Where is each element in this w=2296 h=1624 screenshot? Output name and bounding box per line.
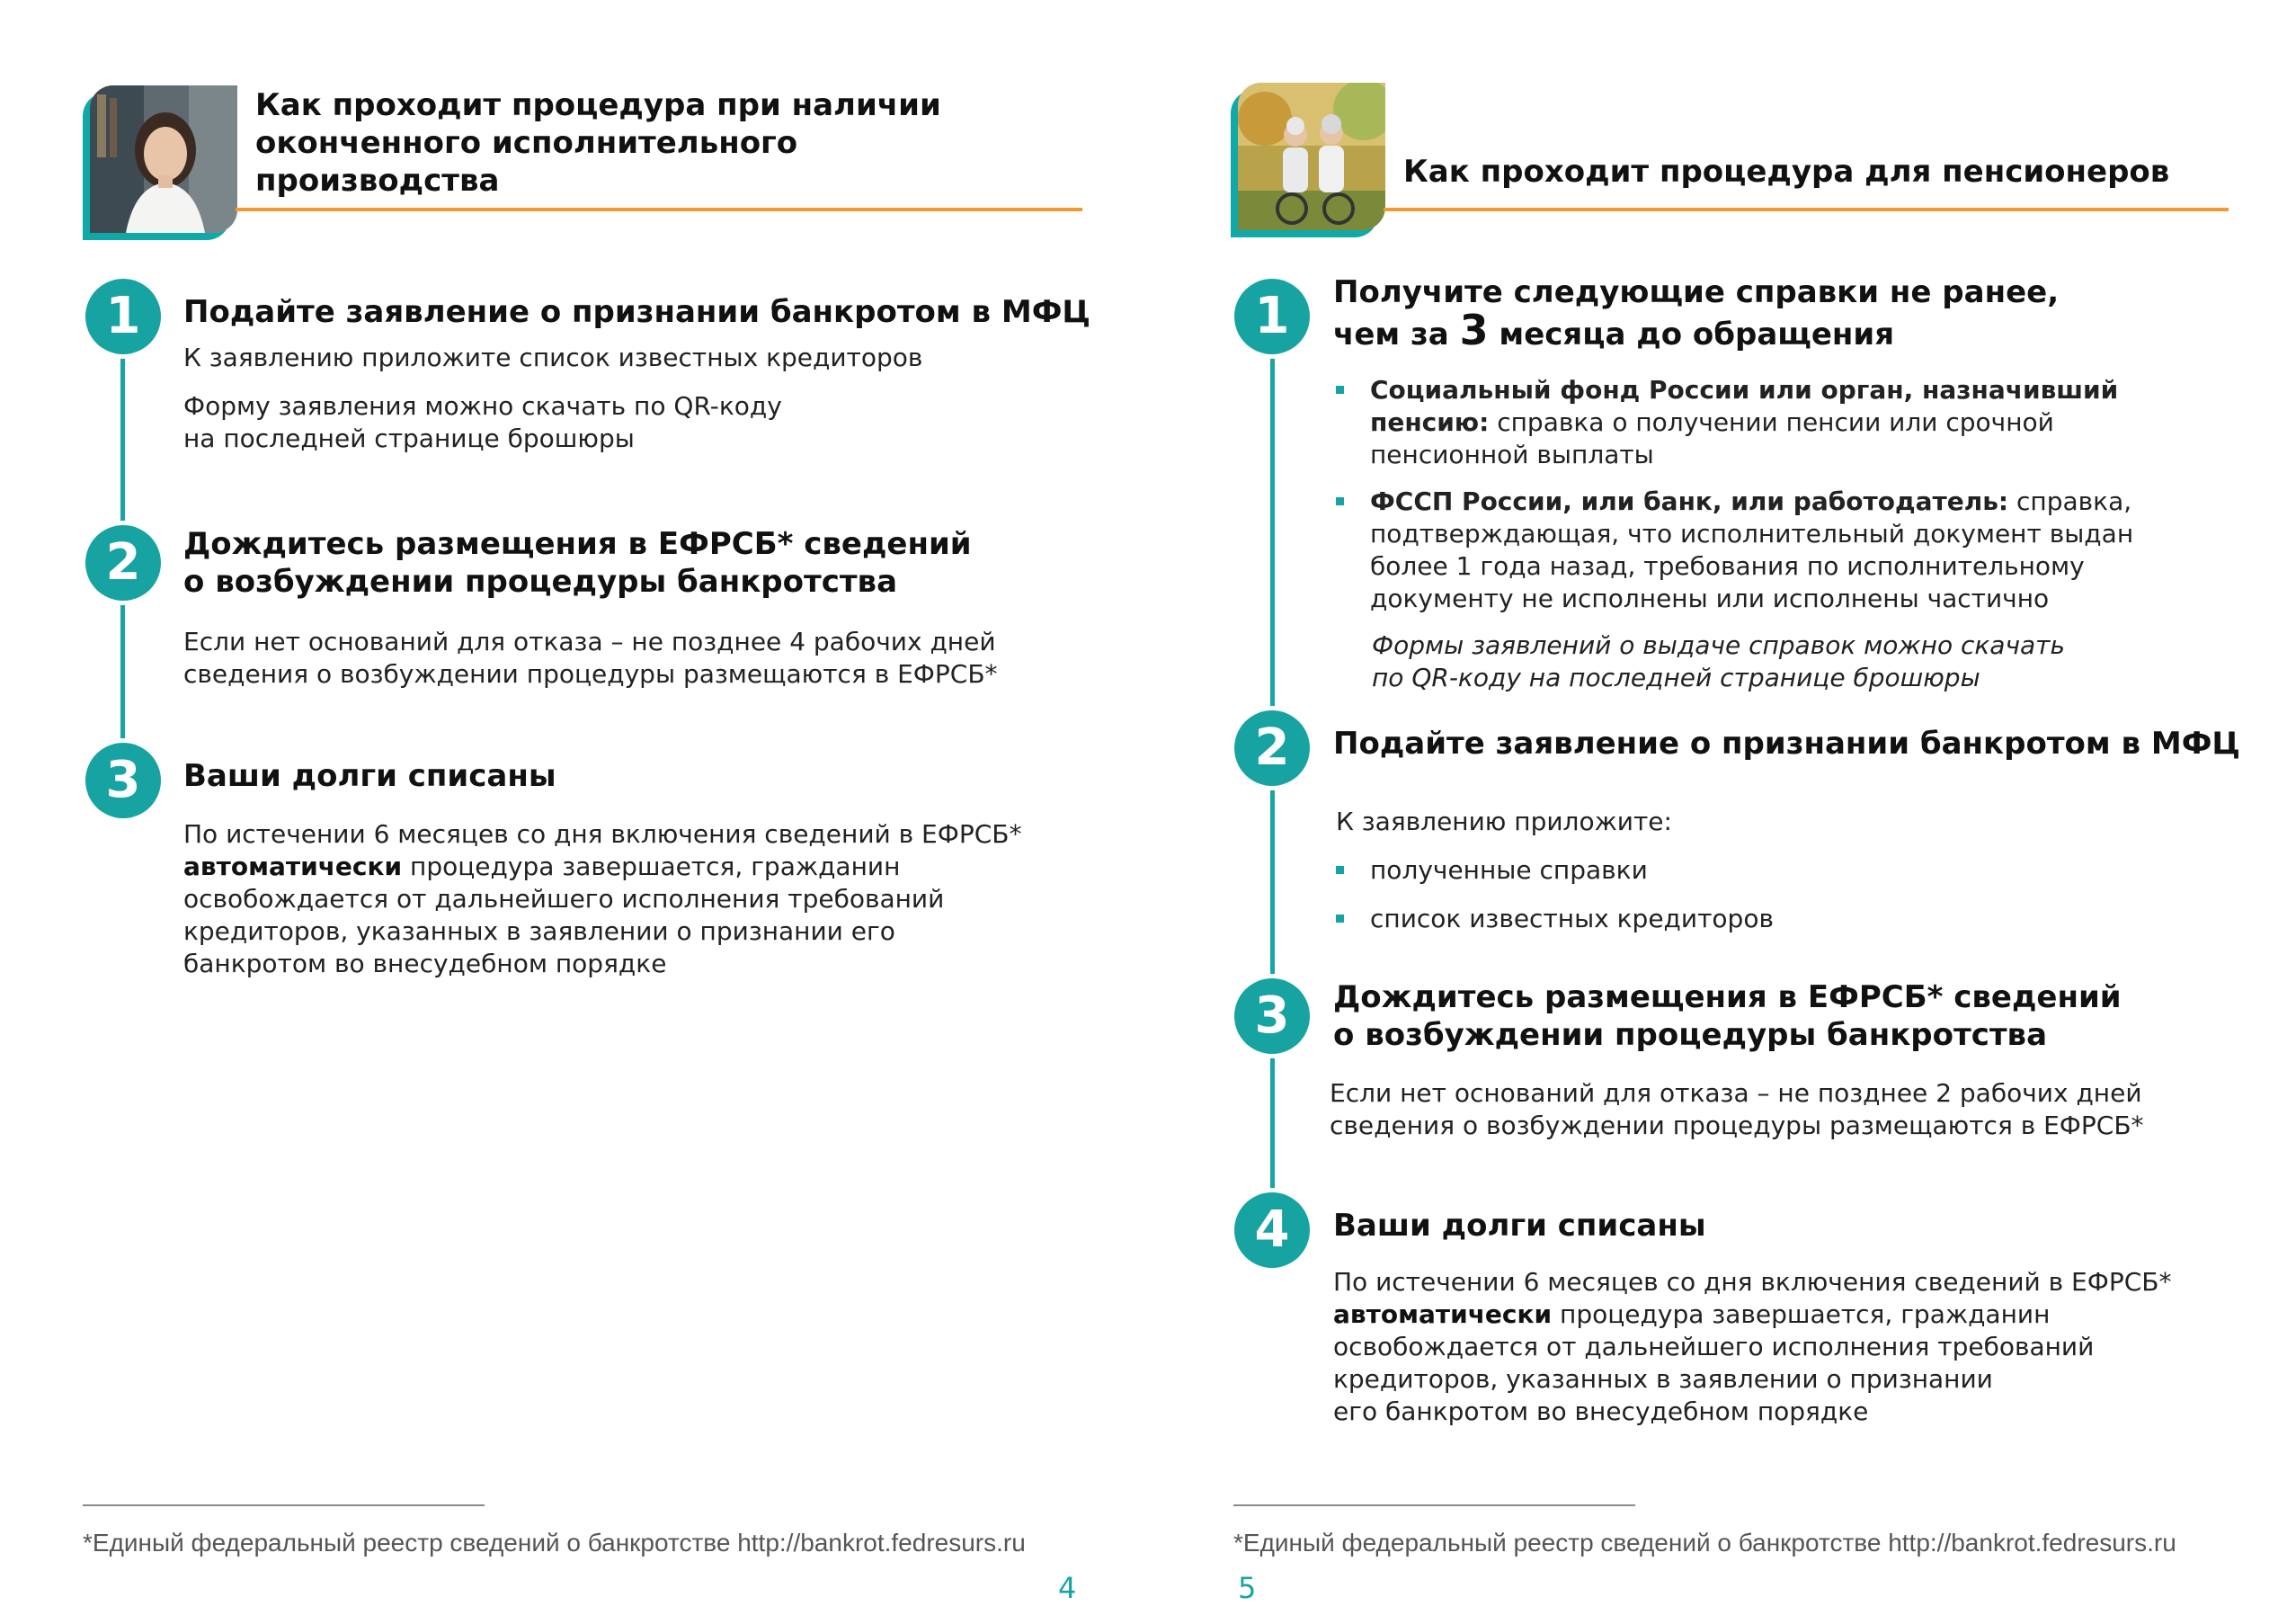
footnote: *Единый федеральный реестр сведений о банкротстве http://bankrot.fedresurs.ru bbox=[83, 1529, 1026, 1557]
step-title: Подайте заявление о признании банкротом в МФЦ bbox=[1333, 726, 2240, 762]
step-title: Ваши долги списаны bbox=[183, 758, 556, 794]
step-title: Дождитесь размещения в ЕФРСБ* сведений о возбуждении процедуры банкротства bbox=[1333, 979, 2122, 1053]
step-title: Подайте заявление о признании банкротом в МФЦ bbox=[183, 294, 1090, 330]
step-number-1: 1 bbox=[85, 279, 161, 354]
months-number: 3 bbox=[1459, 306, 1489, 354]
page-number: 4 bbox=[1058, 1571, 1077, 1605]
footnote-divider bbox=[83, 1504, 485, 1506]
page-number: 5 bbox=[1238, 1571, 1257, 1605]
step-text: Форму заявления можно скачать по QR-коду на последней странице брошюры bbox=[183, 391, 782, 453]
step-text: К заявлению приложите: bbox=[1336, 807, 1672, 836]
elderly-couple-photo bbox=[1238, 83, 1385, 230]
step-title: Ваши долги списаны bbox=[1333, 1208, 1706, 1244]
step-number-3: 3 bbox=[85, 743, 161, 818]
step-number-3: 3 bbox=[1234, 978, 1310, 1054]
step-number-4: 4 bbox=[1234, 1192, 1310, 1268]
page-title: Как проходит процедура при наличии оконченного исполнительного производства bbox=[255, 87, 941, 199]
step-number-2: 2 bbox=[85, 525, 161, 601]
step-number-2: 2 bbox=[1234, 710, 1310, 786]
step-text: По истечении 6 месяцев со дня включения сведений в ЕФРСБ* автоматически процедура завершается, гражданин освобождается от дальнейшего исполнения требований кредиторов, указанных в заявлении о признании его банкротом во внесудебном порядке bbox=[1333, 1267, 2172, 1426]
list-item: ФССП России, или банк, или работодатель: справка, подтверждающая, что исполнительный документ выдан более 1 года назад, требования по исполнительному документу не исполнены или исполнены частично bbox=[1370, 486, 2134, 613]
page-title: Как проходит процедура для пенсионеров bbox=[1403, 154, 2170, 190]
list-item: полученные справки bbox=[1370, 855, 1648, 885]
step-title: Получите следующие справки не ранее, чем за 3 месяца до обращения bbox=[1333, 274, 2060, 354]
footnote-divider bbox=[1233, 1504, 1635, 1506]
footnote: *Единый федеральный реестр сведений о банкротстве http://bankrot.fedresurs.ru bbox=[1233, 1529, 2176, 1557]
woman-portrait-photo bbox=[90, 85, 237, 233]
step-number-1: 1 bbox=[1234, 279, 1310, 354]
step-text: Если нет оснований для отказа – не позднее 2 рабочих дней сведения о возбуждении процедуры размещаются в ЕФРСБ* bbox=[1330, 1078, 2144, 1140]
forms-note: Формы заявлений о выдаче справок можно скачать по QR-коду на последней странице брошюры bbox=[1372, 630, 2065, 692]
header-divider bbox=[236, 208, 1082, 211]
step-text: К заявлению приложите список известных кредиторов bbox=[183, 343, 923, 372]
list-item: Социальный фонд России или орган, назначивший пенсию: справка о получении пенсии или срочной пенсионной выплаты bbox=[1370, 375, 2119, 469]
step-text: Если нет оснований для отказа – не позднее 4 рабочих дней сведения о возбуждении процедуры размещаются в ЕФРСБ* bbox=[183, 627, 998, 689]
list-item: список известных кредиторов bbox=[1370, 904, 1774, 933]
header-divider bbox=[1384, 208, 2229, 211]
step-text: По истечении 6 месяцев со дня включения сведений в ЕФРСБ* автоматически процедура завершается, гражданин освобождается от дальнейшего исполнения требований кредиторов, указанных в заявлении о признании его банкротом во внесудебном порядке bbox=[183, 819, 1022, 978]
step-title: Дождитесь размещения в ЕФРСБ* сведений о возбуждении процедуры банкротства bbox=[183, 526, 972, 600]
right-page bbox=[1148, 0, 2296, 1624]
